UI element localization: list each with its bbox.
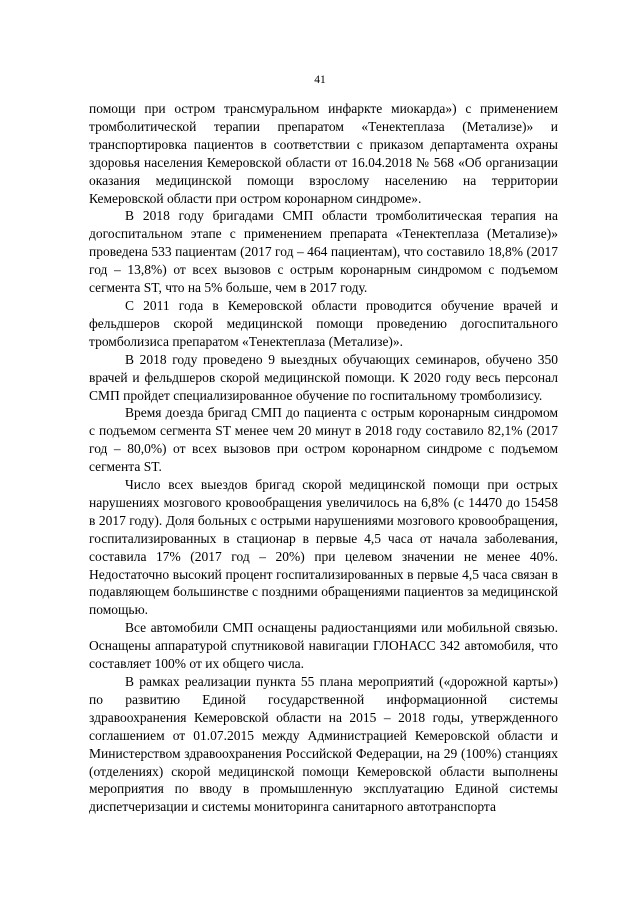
paragraph-arrival-time: Время доезда бригад СМП до пациента с острым коронарным синдромом с подъемом сегмента ST менее чем 20 минут в 2018 году составило 82,1% (2017 год – 80,0%) от всех вызовов при остром коронарном синдроме с подъемом сегмента ST. [89,405,558,475]
paragraph-roadmap-implementation: В рамках реализации пункта 55 плана мероприятий («дорожной карты») по развитию Единой государственной информационной системы здравоохранения Кемеровской области на 2015 – 2018 годы, утвержденного соглашением от 01.07.2015 между Администрацией Кемеровской области и Министерством здравоохранения Российской Федерации, на 29 (100%) станциях (отделениях) скорой медицинской помощи Кемеровской области выполнены мероприятия по вводу в промышленную эксплуатацию Единой системы диспетчеризации и системы мониторинга санитарного автотранспорта [89,674,558,815]
body-text [89,100,558,816]
page-number: 41 [314,74,326,86]
paragraph-training-since-2011: С 2011 года в Кемеровской области проводится обучение врачей и фельдшеров скорой медицинской помощи проведению догоспитального тромболизиса препаратом «Тенектеплаза (Метализе)». [89,297,558,349]
paragraph-thrombolysis-2018: В 2018 году бригадами СМП области тромболитическая терапия на догоспитальном этапе с применением препарата «Тенектеплаза (Метализе)» проведена 533 пациентам (2017 год – 464 пациентам), что составило 18,8% (2017 год – 13,8%) от всех вызовов с острым коронарным синдромом с подъемом сегмента ST, что на 5% больше, чем в 2017 году. [89,208,558,296]
paragraph-vehicle-equipment: Все автомобили СМП оснащены радиостанциями или мобильной связью. Оснащены аппаратурой спутниковой навигации ГЛОНАСС 342 автомобиля, что составляет 100% от их общего числа. [89,620,558,672]
paragraph-stroke-calls: Число всех выездов бригад скорой медицинской помощи при острых нарушениях мозгового кровообращения увеличилось на 6,8% (с 14470 до 15458 в 2017 году). Доля больных с острыми нарушениями мозгового кровообращения, госпитализированных в стационар в первые 4,5 часа от начала заболевания, составила 17% (2017 год – 20%) при целевом значении не менее 40%. Недостаточно высокий процент госпитализированных в первые 4,5 часа связан в подавляющем большинстве с поздними обращениями пациентов за медицинской помощью. [89,477,558,618]
paragraph-seminars-2018: В 2018 году проведено 9 выездных обучающих семинаров, обучено 350 врачей и фельдшеров скорой медицинской помощи. К 2020 году весь персонал СМП пройдет специализированное обучение по госпитальному тромболизису. [89,351,558,403]
paragraph-continuation: помощи при остром трансмуральном инфаркте миокарда») с применением тромболитической терапии препаратом «Тенектеплаза (Метализе)» и транспортировка пациентов в соответствии с приказом департамента охраны здоровья населения Кемеровской области от 16.04.2018 № 568 «Об организации оказания медицинской помощи взрослому населению на территории Кемеровской области при остром коронарном синдроме». [89,101,558,206]
